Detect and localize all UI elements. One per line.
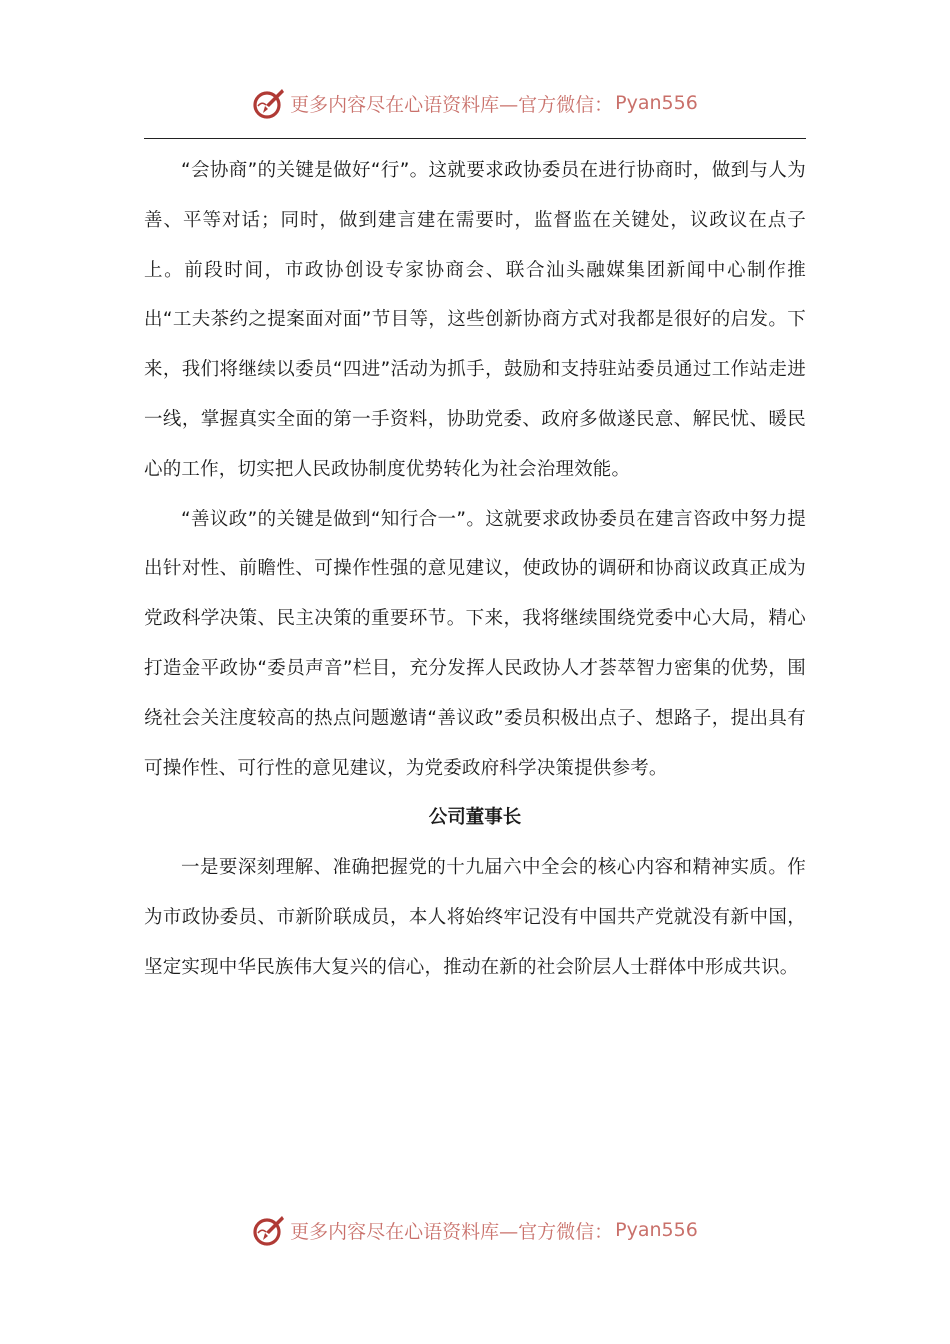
banner-text: 更多内容尽在心语资料库—官方微信： — [290, 1220, 614, 1243]
quill-pen-logo-icon — [252, 1213, 286, 1247]
body-paragraph: “会协商”的关键是做好“行”。这就要求政协委员在进行协商时，做到与人为善、平等对话；同时，做到建言建在需要时，监督监在关键处，议政议在点子上。前段时间，市政协创设专家协商会、联合汕头融媒集团新闻中心制作推出“工夫茶约之提案面对面”节目等，这些创新协商方式对我都是很好的启发。下来，我们将继续以委员“四进”活动为抓手，鼓励和支持驻站委员通过工作站走进一线，掌握真实全面的第一手资料，协助党委、政府多做遂民意、解民忧、暖民心的工作，切实把人民政协制度优势转化为社会治理效能。 — [144, 160, 806, 480]
footer-watermark-banner — [0, 1210, 950, 1250]
wechat-id: Pyan556 — [615, 92, 698, 114]
quill-pen-logo-icon — [252, 86, 286, 120]
body-paragraph: “善议政”的关键是做到“知行合一”。这就要求政协委员在建言咨政中努力提出针对性、前瞻性、可操作性强的意见建议，使政协的调研和协商议政真正成为党政科学决策、民主决策的重要环节。下来，我将继续围绕党委中心大局，精心打造金平政协“委员声音”栏目，充分发挥人民政协人才荟萃智力密集的优势，围绕社会关注度较高的热点问题邀请“善议政”委员积极出点子、想路子，提出具有可操作性、可行性的意见建议，为党委政府科学决策提供参考。 — [144, 508, 806, 779]
wechat-id: Pyan556 — [615, 1219, 698, 1241]
banner-text: 更多内容尽在心语资料库—官方微信： — [290, 93, 614, 116]
section-paragraph: 一是要深刻理解、准确把握党的十九届六中全会的核心内容和精神实质。作为市政协委员、市新阶联成员，本人将始终牢记没有中国共产党就没有新中国，坚定实现中华民族伟大复兴的信心，推动在新的社会阶层人士群体中形成共识。 — [144, 857, 806, 978]
header-watermark-banner — [0, 83, 950, 123]
section-heading: 公司董事长 — [428, 807, 522, 829]
document-body — [144, 146, 806, 993]
header-divider — [144, 138, 806, 139]
